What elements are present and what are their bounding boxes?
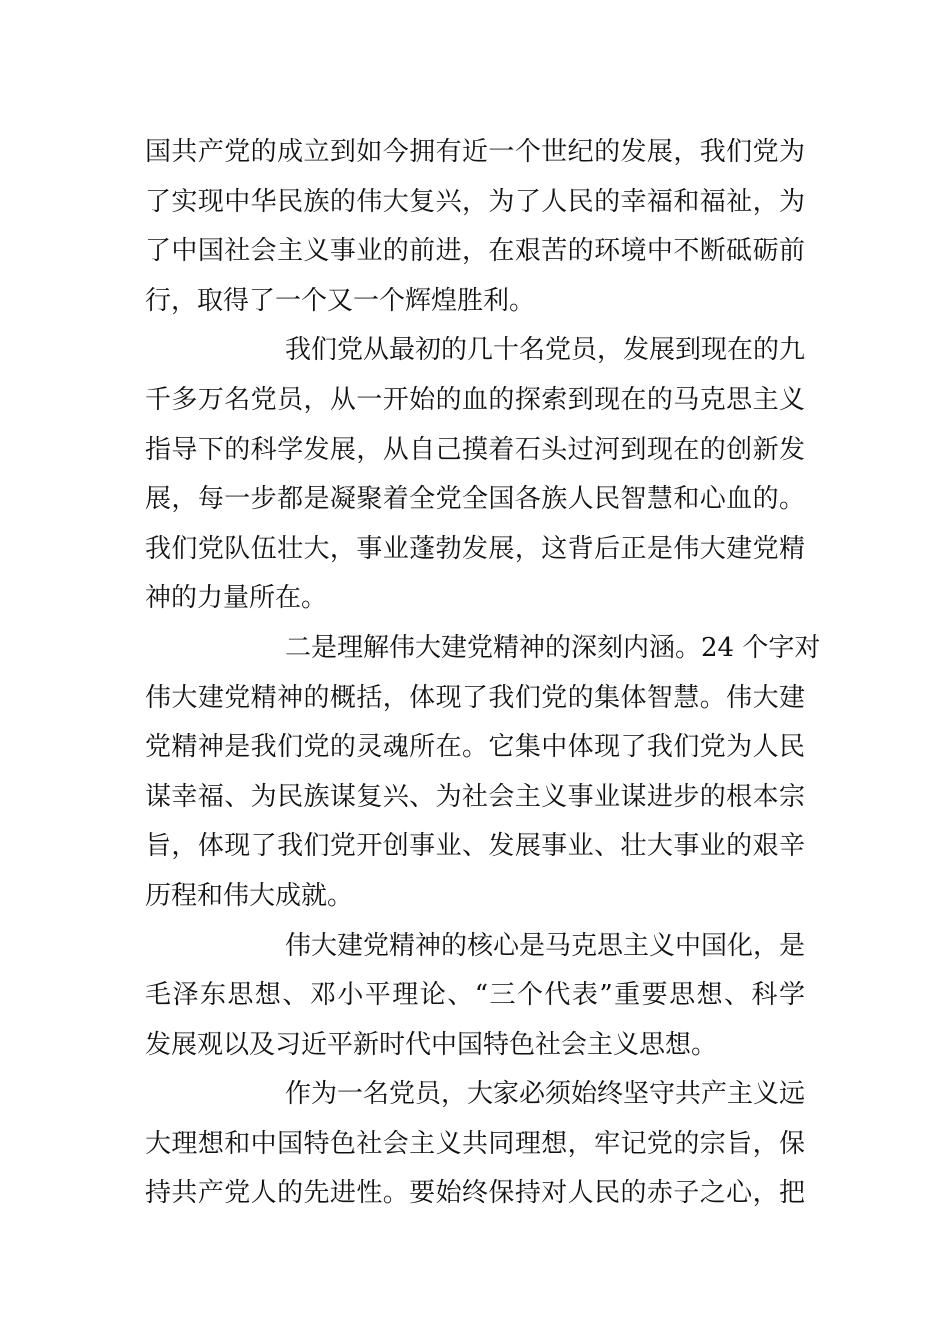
text-line: 历程和伟大成就。 (145, 880, 354, 911)
paragraph (145, 922, 805, 1071)
text-line: 旨，体现了我们党开创事业、发展事业、壮大事业的艰辛 (145, 831, 805, 862)
paragraph (145, 624, 821, 922)
text-line: 发展观以及习近平新时代中国特色社会主义思想。 (145, 1029, 718, 1060)
text-line: 党精神是我们党的灵魂所在。它集中体现了我们党为人民 (145, 732, 805, 763)
text-line: 我们党队伍壮大，事业蓬勃发展，这背后正是伟大建党精 (145, 533, 805, 564)
text-line: 了中国社会主义事业的前进，在艰苦的环境中不断砥砺前 (145, 236, 805, 267)
text-line: 持共产党人的先进性。要始终保持对人民的赤子之心，把 (145, 1178, 805, 1209)
paragraph (145, 128, 805, 326)
text-line: 伟大建党精神的概括，体现了我们党的集体智慧。伟大建 (145, 682, 805, 713)
text-line: 伟大建党精神的核心是马克思主义中国化，是 (285, 930, 806, 961)
text-line: 指导下的科学发展，从自己摸着石头过河到现在的创新发 (145, 434, 805, 465)
text-line: 我们党从最初的几十名党员，发展到现在的九 (285, 335, 806, 366)
text-line: 千多万名党员，从一开始的血的探索到现在的马克思主义 (145, 384, 805, 415)
text-line: 国共产党的成立到如今拥有近一个世纪的发展，我们党为 (145, 137, 805, 167)
text-line: 作为一名党员，大家必须始终坚守共产主义远 (285, 1079, 806, 1110)
text-line: 谋幸福、为民族谋复兴、为社会主义事业谋进步的根本宗 (145, 781, 805, 812)
text-line: 神的力量所在。 (145, 583, 328, 614)
text-line: 大理想和中国特色社会主义共同理想，牢记党的宗旨，保 (145, 1128, 805, 1159)
text-line: 二是理解伟大建党精神的深刻内涵。24 个字对 (285, 632, 821, 663)
text-line: 行，取得了一个又一个辉煌胜利。 (145, 285, 536, 316)
text-line: 展，每一步都是凝聚着全党全国各族人民智慧和心血的。 (145, 484, 805, 515)
text-line: 了实现中华民族的伟大复兴，为了人民的幸福和福祉，为 (145, 186, 805, 217)
document-body (145, 128, 821, 1219)
paragraph (145, 326, 805, 624)
paragraph (145, 1070, 805, 1219)
text-line: 毛泽东思想、邓小平理论、“三个代表”重要思想、科学 (145, 980, 805, 1011)
